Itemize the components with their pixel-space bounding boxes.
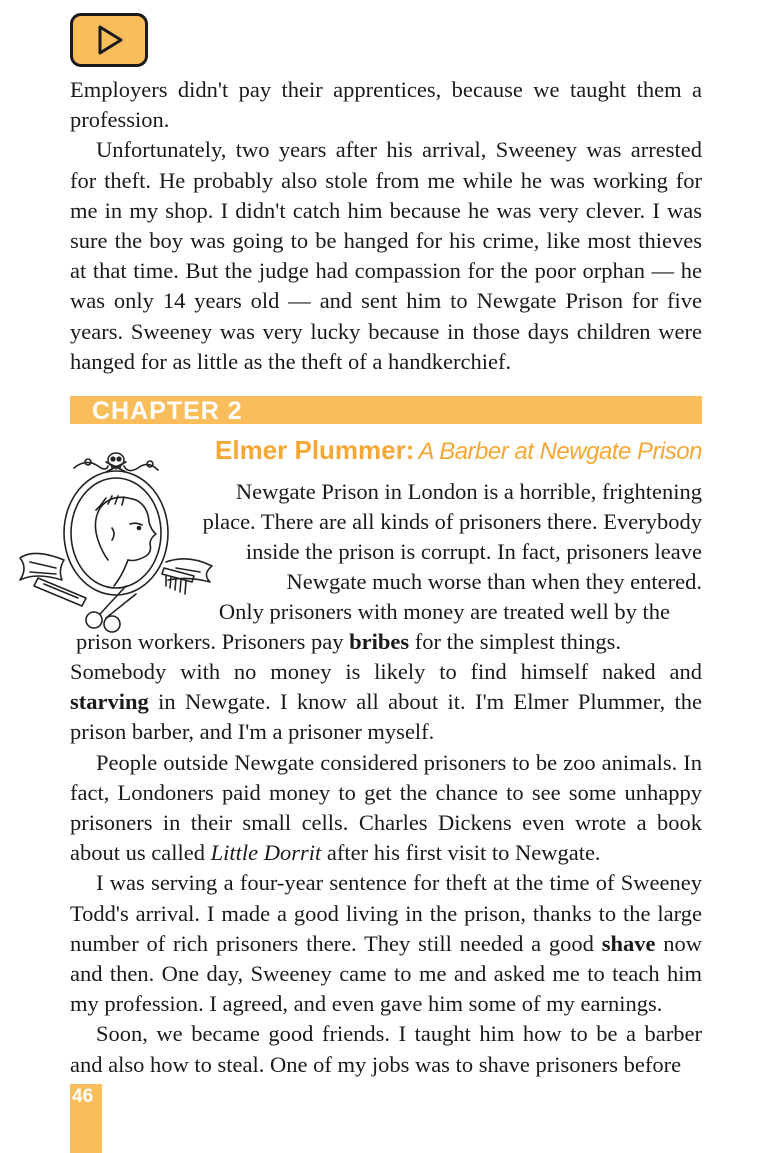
text-run: prison workers. Prisoners pay xyxy=(76,629,350,654)
play-audio-button[interactable] xyxy=(70,13,148,67)
text-run: People outside Newgate considered prisoners to be zoo animals. In fact, Londoners paid money to get the chance to see some unhappy prisoners in their small cells. Charles Dickens even wrote a book about us called xyxy=(70,749,702,866)
chapter-title-name: Elmer Plummer: xyxy=(215,435,415,465)
vocab-word: shave xyxy=(601,930,656,956)
page-number-tab xyxy=(70,1084,102,1153)
text-run: after his first visit to Newgate. xyxy=(321,840,601,866)
paragraph: Unfortunately, two years after his arrival, Sweeney was arrested for theft. He probably also stole from me while he was working for me in my shop. I didn't catch him because he was very clever. I was sure the boy was going to be hanged for his crime, like most thieves at that time. But the judge had compassion for the poor orphan — he was only 14 years old — and sent him to Newgate Prison for five years. Sweeney was very lucky because in those days children were hanged for as little as the theft of a handkerchief. xyxy=(70,137,702,374)
book-title: Little Dorrit xyxy=(210,840,322,866)
chapter-title-subtitle: A Barber at Newgate Prison xyxy=(418,438,702,465)
paragraph xyxy=(70,748,702,869)
text-run: in Newgate. I know all about it. I'm Elmer Plummer, the prison barber, and I'm a prisoner myself. xyxy=(70,689,702,745)
chapter-title xyxy=(215,434,702,471)
barber-portrait-illustration xyxy=(16,448,216,638)
text-line: place. There are all kinds of prisoners there. Everybody xyxy=(202,509,702,534)
text-run: for the simplest things. xyxy=(409,629,621,654)
chapter-label: CHAPTER 2 xyxy=(92,397,243,425)
text-run: I was serving a four-year sentence for theft at the time of Sweeney Todd's arrival. I made a good living in the prison, thanks to the large number of rich prisoners there. They still needed a good xyxy=(70,870,702,956)
play-icon xyxy=(92,23,126,57)
text-run: now and then. One day, Sweeney came to me and asked me to teach him my profession. I agreed, and even gave him some of my earnings. xyxy=(70,930,703,1017)
chapter-header-bar xyxy=(70,396,702,424)
text-run: Somebody with no money is likely to find himself naked and xyxy=(70,659,702,684)
vocab-word: bribes xyxy=(349,629,410,654)
text-line: inside the prison is corrupt. In fact, prisoners leave xyxy=(245,539,702,564)
paragraph: Employers didn't pay their apprentices, because we taught them a profession. xyxy=(70,77,702,133)
paragraph xyxy=(70,657,702,748)
text-line: Newgate much worse than when they entered. xyxy=(286,569,702,594)
chapter-body xyxy=(70,657,702,1080)
intro-text xyxy=(70,75,702,377)
vocab-word: starving xyxy=(70,689,149,715)
text-line: Only prisoners with money are treated well by the xyxy=(218,599,670,624)
paragraph: Soon, we became good friends. I taught him how to be a barber and also how to steal. One of my jobs was to shave prisoners before xyxy=(70,1021,702,1077)
page-number: 46 xyxy=(72,1086,94,1107)
text-line xyxy=(76,627,621,657)
paragraph xyxy=(70,868,702,1019)
text-line: Newgate Prison in London is a horrible, frightening xyxy=(235,479,702,504)
